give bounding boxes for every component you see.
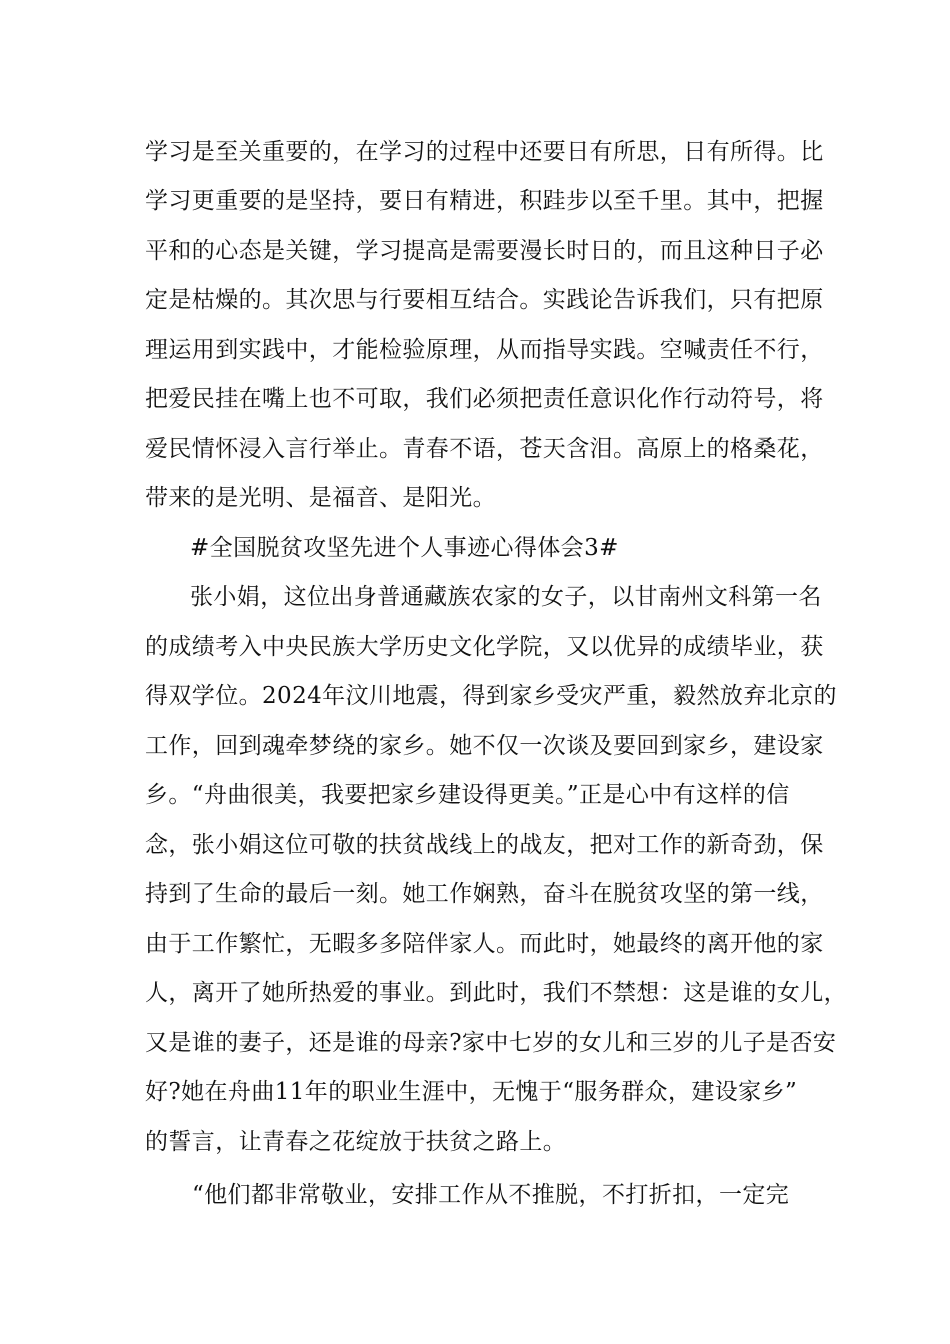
body-text-line: 的成绩考入中央民族大学历史文化学院，又以优异的成绩毕业，获 bbox=[145, 634, 824, 660]
body-text-line: 乡。“舟曲很美，我要把家乡建设得更美。”正是心中有这样的信 bbox=[145, 782, 790, 808]
body-text-line: 好?她在舟曲11年的职业生涯中，无愧于“服务群众，建设家乡” bbox=[145, 1079, 798, 1105]
body-text-line: 平和的心态是关键，学习提高是需要漫长时日的，而且这种日子必 bbox=[145, 238, 824, 264]
body-text-line: 学习是至关重要的，在学习的过程中还要日有所思，日有所得。比 bbox=[145, 139, 824, 165]
body-text-line: 念，张小娟这位可敬的扶贫战线上的战友，把对工作的新奇劲，保 bbox=[145, 832, 824, 858]
paragraph-first-line: “他们都非常敬业，安排工作从不推脱，不打折扣，一定完 bbox=[192, 1182, 790, 1208]
body-text-line: 带来的是光明、是福音、是阳光。 bbox=[145, 485, 496, 511]
body-text-line: 学习更重要的是坚持，要日有精进，积跬步以至千里。其中，把握 bbox=[145, 188, 824, 214]
body-text-line: 又是谁的妻子，还是谁的母亲?家中七岁的女儿和三岁的儿子是否安 bbox=[145, 1030, 837, 1056]
body-text-line: 由于工作繁忙，无暇多多陪伴家人。而此时，她最终的离开他的家 bbox=[145, 931, 824, 957]
body-text-line: 理运用到实践中，才能检验原理，从而指导实践。空喊责任不行， bbox=[145, 337, 824, 363]
body-text-line: 工作，回到魂牵梦绕的家乡。她不仅一次谈及要回到家乡，建设家 bbox=[145, 733, 824, 759]
body-text-line: 的誓言，让青春之花绽放于扶贫之路上。 bbox=[145, 1129, 567, 1155]
body-text-line: 得双学位。2024年汶川地震，得到家乡受灾严重，毅然放弃北京的 bbox=[145, 683, 837, 709]
body-text-line: 持到了生命的最后一刻。她工作娴熟，奋斗在脱贫攻坚的第一线， bbox=[145, 881, 824, 907]
paragraph-first-line: 张小娟，这位出身普通藏族农家的女子，以甘南州文科第一名 bbox=[190, 584, 822, 610]
body-text-line: 把爱民挂在嘴上也不可取，我们必须把责任意识化作行动符号，将 bbox=[145, 386, 824, 412]
body-text-line: 定是枯燥的。其次思与行要相互结合。实践论告诉我们，只有把原 bbox=[145, 287, 824, 313]
body-text-line: 爱民情怀浸入言行举止。青春不语，苍天含泪。高原上的格桑花， bbox=[145, 436, 824, 462]
body-text-line: 人，离开了她所热爱的事业。到此时，我们不禁想：这是谁的女儿， bbox=[145, 980, 847, 1006]
section-heading: #全国脱贫攻坚先进个人事迹心得体会3# bbox=[190, 535, 619, 561]
